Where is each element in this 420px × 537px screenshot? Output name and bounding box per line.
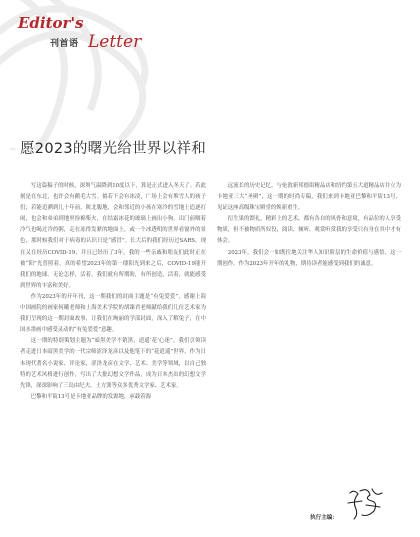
editors-letter-header bbox=[18, 14, 158, 70]
header-title-letter: Letter bbox=[88, 32, 142, 52]
header-title-editors: Editor's bbox=[18, 14, 84, 32]
paragraph: 远流长的历史记忆，与伦敦新邦德街精品店和纽约第五大道精品店并立为卡地亚三大“圣殿”，这一期的时尚专稿，我们来到卡地亚巴黎和平街13号，见证这座高级珠宝殿堂的焕新重生。 bbox=[217, 183, 401, 212]
paragraph: 2023年，我们会一如既往地关注华人知识阶层的生命价值与感悟，这一期创作，作为2023年开年的礼物，期待读者能感受到我们的诚意。 bbox=[217, 249, 401, 267]
paragraph: 这一期的特别策划主题为“暗黑美学不销黑，逍遥‘花’心迷”，我们引领读者走进日本暗黑美学的一代宗师涩泽龙彦以及他笔下的“花逍遥”世界。作为日本现代著名小说家、评论家，涩泽龙彦在文学、艺术、美学等领域，以自己独特的艺术风格进行创作，写出了大批幻想文学作品，成为日本杰出的幻想文学先锋，深深影响了三岛由纪夫、土方巽等众多优秀文学家、艺术家。 bbox=[20, 338, 206, 389]
signature-label: 执行主编： bbox=[310, 515, 338, 521]
article-column-right bbox=[217, 181, 401, 270]
signature-area bbox=[310, 485, 410, 525]
article-title: 愿2023的曙光给世界以祥和 bbox=[20, 141, 207, 157]
paragraph: 巴黎和平街13号是卡地亚品牌的发源地，承载着源 bbox=[30, 393, 151, 400]
paragraph: 衍生果的馈礼，精彩上的艺术，都有各自的风骨和意境，有品位的人享受物质，但不被物质所奴役，阅读、倾听、观赏听赏我的享受只有身在其中才有体会。 bbox=[217, 216, 401, 245]
paragraph: 作为2023年的开年刊，这一期我们的封面主题是“有兔爱爱”，感谢上海中国画院的画家何曦老师和上海美术学院的胡臻君老师献给我们几位艺术家为我们呈现的这一期封面故事，让我们在绚丽的学部封面，深入了解兔子，在中国水墨画中感受灵动的“有兔爱爱”意趣。 bbox=[20, 293, 206, 334]
article-column-left bbox=[20, 181, 206, 403]
handwritten-signature bbox=[344, 485, 384, 521]
paragraph: 写这篇稿子的时候，深圳气温降到10度以下，算是正式进入冬天了。若此刻是在东北，也许会有鹅毛大雪。倘若下会有冰凌，广场上会有堆雪人的孩子们；若能追溯到几十年前，陕北腹地，会和邻近的小孩在寒冷的雪地上追逐打闹，也会和弟弟到地里捡棉柴火，在结霜冰花的玻璃上画出小狗。出门前咽着冷气也喝过冷的粥，走在冻得发紧的地面上，或一个冰透明的世界看窗外的景色，那时候我们对于病毒的认识只是“感冒”。长大后的我们经历过SARS，现在又在经历COVID-19，并且已经历了3年，我的一些亲戚和朋友们此时正在被“阳”光普照着，真的希望2023年的第一缕阳光到来之后，COVID-19能开我们的地球。无论怎样，活着，我们就有所期盼，有所创造，活着，就能感受到世界的丰富和美好。 bbox=[20, 183, 206, 289]
header-title-chinese: 刊首语 bbox=[50, 39, 79, 49]
